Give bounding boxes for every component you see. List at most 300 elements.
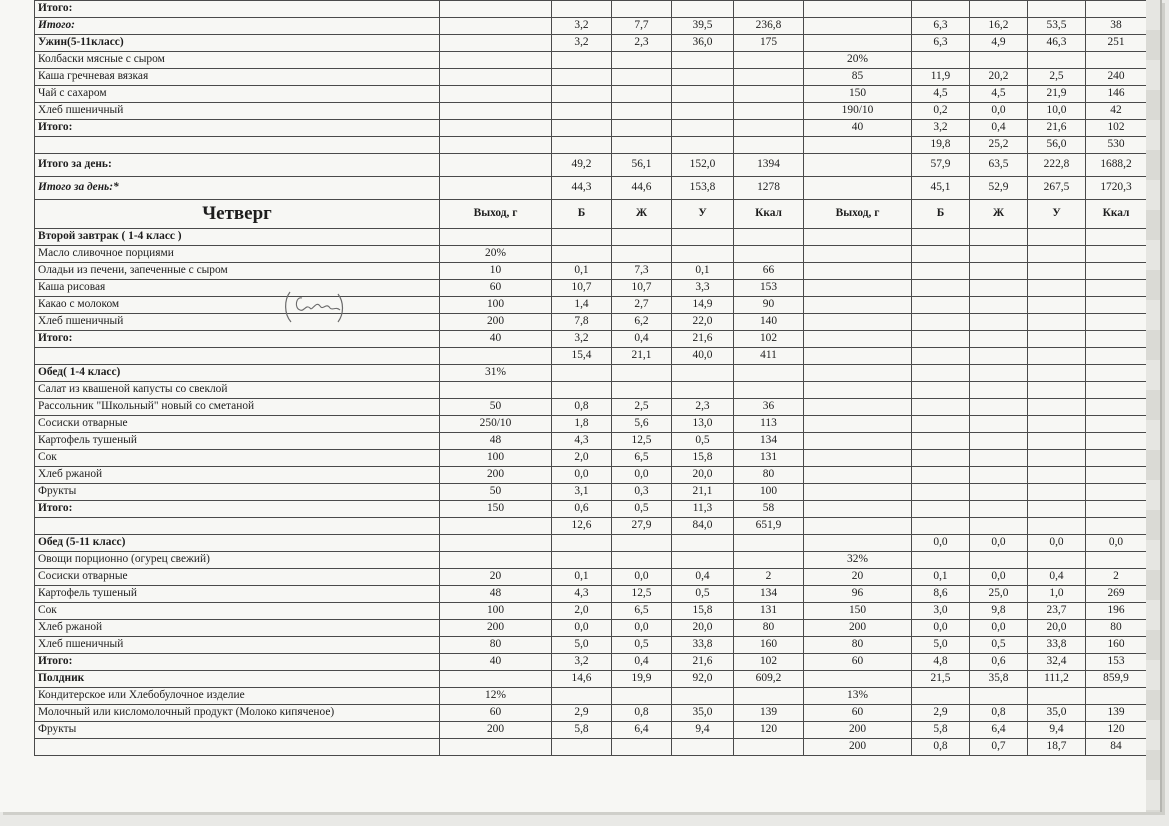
carbs-2-cell: 56,0 [1028,137,1086,154]
table-row [35,382,1147,399]
fat-2-cell [970,416,1028,433]
dish-name-cell: Масло сливочное порциями [35,246,440,263]
kcal-2-cell [1086,552,1147,569]
carbs-1-cell: 21,6 [672,331,734,348]
carbs-2-cell [1028,280,1086,297]
kcal-2-cell [1086,399,1147,416]
protein-1-cell: 2,0 [552,450,612,467]
fat-1-cell [612,382,672,399]
carbs-1-cell [672,688,734,705]
table-row [35,86,1147,103]
output-2-cell [804,518,912,535]
col-header-kcal-2: Ккал [1086,200,1147,229]
output-2-cell [804,1,912,18]
output-2-cell [804,535,912,552]
kcal-2-cell [1086,365,1147,382]
carbs-2-cell: 32,4 [1028,654,1086,671]
output-2-cell [804,416,912,433]
dish-name-cell: Полдник [35,671,440,688]
output-2-cell: 150 [804,86,912,103]
fat-2-cell [970,501,1028,518]
fat-2-cell: 25,2 [970,137,1028,154]
output-1-cell [440,52,552,69]
carbs-1-cell: 92,0 [672,671,734,688]
kcal-1-cell [734,365,804,382]
kcal-1-cell: 90 [734,297,804,314]
protein-1-cell: 2,0 [552,603,612,620]
dish-name-cell: Оладьи из печени, запеченные с сыром [35,263,440,280]
output-1-cell [440,120,552,137]
kcal-2-cell: 80 [1086,620,1147,637]
carbs-1-cell: 35,0 [672,705,734,722]
protein-1-cell [552,103,612,120]
kcal-2-cell: 42 [1086,103,1147,120]
output-1-cell: 20% [440,246,552,263]
output-1-cell [440,739,552,756]
protein-1-cell [552,739,612,756]
fat-2-cell: 0,6 [970,654,1028,671]
fat-1-cell: 10,7 [612,280,672,297]
kcal-2-cell: 196 [1086,603,1147,620]
protein-2-cell [912,399,970,416]
carbs-2-cell: 33,8 [1028,637,1086,654]
fat-2-cell: 35,8 [970,671,1028,688]
dish-name-cell: Молочный или кисломолочный продукт (Молоко кипяченое) [35,705,440,722]
table-row [35,688,1147,705]
kcal-2-cell: 530 [1086,137,1147,154]
dish-name-cell: Хлеб ржаной [35,620,440,637]
protein-1-cell: 0,0 [552,467,612,484]
output-2-cell: 60 [804,654,912,671]
protein-1-cell: 3,2 [552,331,612,348]
kcal-1-cell [734,137,804,154]
output-2-cell [804,280,912,297]
table-row [35,654,1147,671]
output-1-cell: 200 [440,314,552,331]
protein-1-cell: 3,1 [552,484,612,501]
output-2-cell: 200 [804,620,912,637]
dish-name-cell: Салат из квашеной капусты со свеклой [35,382,440,399]
protein-2-cell [912,229,970,246]
kcal-2-cell [1086,229,1147,246]
col-header-fat-1: Ж [612,200,672,229]
protein-2-cell [912,552,970,569]
protein-2-cell [912,433,970,450]
output-1-cell: 10 [440,263,552,280]
table-row [35,348,1147,365]
protein-2-cell: 0,8 [912,739,970,756]
col-header-carbs-1: У [672,200,734,229]
output-2-cell [804,297,912,314]
table-row [35,263,1147,280]
carbs-1-cell [672,365,734,382]
fat-1-cell [612,69,672,86]
dish-name-cell: Итого: [35,120,440,137]
table-row [35,467,1147,484]
fat-2-cell [970,484,1028,501]
kcal-1-cell [734,69,804,86]
fat-2-cell [970,1,1028,18]
carbs-1-cell: 40,0 [672,348,734,365]
carbs-1-cell: 0,4 [672,569,734,586]
kcal-1-cell: 651,9 [734,518,804,535]
output-2-cell [804,501,912,518]
protein-1-cell [552,86,612,103]
output-2-cell [804,348,912,365]
output-2-cell [804,246,912,263]
carbs-2-cell [1028,229,1086,246]
fat-1-cell: 7,7 [612,18,672,35]
output-2-cell [804,263,912,280]
dish-name-cell: Итого: [35,18,440,35]
table-row [35,177,1147,200]
carbs-2-cell [1028,552,1086,569]
output-1-cell [440,86,552,103]
protein-2-cell: 5,8 [912,722,970,739]
protein-2-cell: 57,9 [912,154,970,177]
protein-1-cell: 2,9 [552,705,612,722]
table-row [35,501,1147,518]
day-title: Четверг [35,200,440,229]
protein-1-cell: 12,6 [552,518,612,535]
protein-2-cell: 3,2 [912,120,970,137]
kcal-1-cell: 100 [734,484,804,501]
fat-2-cell: 4,5 [970,86,1028,103]
fat-1-cell: 19,9 [612,671,672,688]
col-header-output-1: Выход, г [440,200,552,229]
table-row [35,603,1147,620]
table-row [35,450,1147,467]
col-header-protein-2: Б [912,200,970,229]
carbs-1-cell: 14,9 [672,297,734,314]
output-2-cell [804,18,912,35]
carbs-1-cell: 13,0 [672,416,734,433]
fat-2-cell: 16,2 [970,18,1028,35]
output-2-cell: 200 [804,739,912,756]
protein-1-cell: 5,8 [552,722,612,739]
kcal-1-cell: 2 [734,569,804,586]
protein-2-cell [912,501,970,518]
fat-2-cell [970,518,1028,535]
protein-2-cell [912,450,970,467]
kcal-2-cell [1086,348,1147,365]
kcal-2-cell [1086,314,1147,331]
kcal-1-cell [734,688,804,705]
carbs-2-cell: 1,0 [1028,586,1086,603]
kcal-2-cell [1086,1,1147,18]
fat-1-cell [612,365,672,382]
kcal-2-cell [1086,501,1147,518]
fat-2-cell: 0,0 [970,620,1028,637]
fat-2-cell: 0,4 [970,120,1028,137]
carbs-1-cell: 0,5 [672,433,734,450]
kcal-1-cell: 36 [734,399,804,416]
protein-2-cell [912,331,970,348]
table-row [35,52,1147,69]
output-1-cell [440,177,552,200]
protein-2-cell: 4,8 [912,654,970,671]
carbs-2-cell: 111,2 [1028,671,1086,688]
carbs-1-cell [672,1,734,18]
table-row [35,18,1147,35]
protein-2-cell [912,484,970,501]
carbs-1-cell: 33,8 [672,637,734,654]
fat-1-cell: 12,5 [612,586,672,603]
output-1-cell [440,229,552,246]
kcal-1-cell [734,535,804,552]
protein-2-cell [912,314,970,331]
carbs-2-cell: 10,0 [1028,103,1086,120]
protein-2-cell: 2,9 [912,705,970,722]
kcal-2-cell: 859,9 [1086,671,1147,688]
carbs-1-cell: 153,8 [672,177,734,200]
protein-1-cell [552,246,612,263]
fat-1-cell: 2,5 [612,399,672,416]
carbs-1-cell: 152,0 [672,154,734,177]
fat-1-cell [612,739,672,756]
table-row [35,365,1147,382]
carbs-2-cell: 21,6 [1028,120,1086,137]
fat-2-cell: 0,8 [970,705,1028,722]
kcal-1-cell: 139 [734,705,804,722]
fat-2-cell [970,467,1028,484]
protein-1-cell: 0,8 [552,399,612,416]
thursday-section [35,229,1147,756]
fat-1-cell [612,120,672,137]
thursday-header-row [35,200,1147,229]
col-header-kcal-1: Ккал [734,200,804,229]
table-row [35,637,1147,654]
kcal-1-cell [734,552,804,569]
output-1-cell: 31% [440,365,552,382]
col-header-protein-1: Б [552,200,612,229]
dish-name-cell: Колбаски мясные с сыром [35,52,440,69]
carbs-1-cell: 21,6 [672,654,734,671]
kcal-2-cell [1086,484,1147,501]
dish-name-cell: Картофель тушеный [35,586,440,603]
protein-1-cell: 14,6 [552,671,612,688]
carbs-2-cell [1028,518,1086,535]
protein-2-cell [912,297,970,314]
kcal-2-cell: 38 [1086,18,1147,35]
output-1-cell: 20 [440,569,552,586]
output-2-cell [804,314,912,331]
protein-1-cell: 5,0 [552,637,612,654]
protein-2-cell [912,348,970,365]
kcal-1-cell: 80 [734,467,804,484]
protein-1-cell [552,552,612,569]
carbs-2-cell [1028,246,1086,263]
upper-section [35,1,1147,200]
output-2-cell: 96 [804,586,912,603]
fat-1-cell: 0,0 [612,620,672,637]
table-row [35,722,1147,739]
fat-1-cell: 0,0 [612,569,672,586]
carbs-1-cell [672,739,734,756]
output-1-cell [440,154,552,177]
kcal-2-cell [1086,52,1147,69]
protein-2-cell: 4,5 [912,86,970,103]
dish-name-cell: Картофель тушеный [35,433,440,450]
table-row [35,739,1147,756]
protein-2-cell [912,688,970,705]
table-row [35,416,1147,433]
dish-name-cell: Хлеб пшеничный [35,103,440,120]
output-1-cell: 200 [440,722,552,739]
fat-2-cell: 0,0 [970,535,1028,552]
table-row [35,297,1147,314]
kcal-2-cell: 251 [1086,35,1147,52]
kcal-2-cell [1086,263,1147,280]
protein-2-cell [912,467,970,484]
carbs-1-cell [672,69,734,86]
fat-2-cell [970,450,1028,467]
output-2-cell: 20 [804,569,912,586]
output-2-cell [804,229,912,246]
dish-name-cell: Сосиски отварные [35,416,440,433]
fat-2-cell: 0,7 [970,739,1028,756]
fat-1-cell [612,552,672,569]
dish-name-cell: Кондитерское или Хлебобулочное изделие [35,688,440,705]
kcal-1-cell: 1278 [734,177,804,200]
kcal-2-cell: 139 [1086,705,1147,722]
kcal-2-cell: 1688,2 [1086,154,1147,177]
protein-2-cell [912,416,970,433]
output-1-cell: 50 [440,399,552,416]
carbs-1-cell: 21,1 [672,484,734,501]
menu-table [34,0,1147,756]
carbs-1-cell: 0,5 [672,586,734,603]
fat-1-cell: 6,4 [612,722,672,739]
output-1-cell: 12% [440,688,552,705]
kcal-2-cell [1086,297,1147,314]
output-1-cell [440,137,552,154]
carbs-1-cell [672,52,734,69]
table-row [35,35,1147,52]
fat-2-cell: 6,4 [970,722,1028,739]
carbs-1-cell [672,103,734,120]
kcal-2-cell [1086,280,1147,297]
kcal-1-cell [734,86,804,103]
protein-2-cell: 6,3 [912,35,970,52]
table-row [35,229,1147,246]
fat-1-cell: 6,5 [612,603,672,620]
fat-2-cell: 0,0 [970,103,1028,120]
col-header-fat-2: Ж [970,200,1028,229]
fat-2-cell: 63,5 [970,154,1028,177]
fat-1-cell: 7,3 [612,263,672,280]
kcal-1-cell: 140 [734,314,804,331]
table-row [35,154,1147,177]
table-row [35,1,1147,18]
dish-name-cell: Итого: [35,331,440,348]
fat-1-cell [612,103,672,120]
kcal-2-cell: 120 [1086,722,1147,739]
carbs-2-cell [1028,365,1086,382]
table-row [35,331,1147,348]
kcal-2-cell: 84 [1086,739,1147,756]
output-2-cell: 40 [804,120,912,137]
protein-2-cell: 0,0 [912,620,970,637]
dish-name-cell [35,137,440,154]
kcal-2-cell [1086,688,1147,705]
fat-2-cell [970,433,1028,450]
carbs-1-cell [672,120,734,137]
protein-2-cell [912,1,970,18]
output-1-cell: 50 [440,484,552,501]
protein-2-cell: 19,8 [912,137,970,154]
output-1-cell: 80 [440,637,552,654]
dish-name-cell: Фрукты [35,484,440,501]
fat-1-cell [612,1,672,18]
protein-1-cell [552,1,612,18]
dish-name-cell: Рассольник "Школьный" новый со сметаной [35,399,440,416]
carbs-1-cell: 20,0 [672,620,734,637]
thursday-header-section [35,200,1147,229]
fat-2-cell [970,552,1028,569]
carbs-2-cell: 222,8 [1028,154,1086,177]
output-2-cell [804,35,912,52]
output-1-cell: 100 [440,297,552,314]
protein-2-cell [912,246,970,263]
output-1-cell [440,348,552,365]
kcal-2-cell: 0,0 [1086,535,1147,552]
kcal-2-cell: 153 [1086,654,1147,671]
fat-1-cell: 27,9 [612,518,672,535]
kcal-1-cell: 160 [734,637,804,654]
carbs-2-cell [1028,52,1086,69]
output-1-cell [440,518,552,535]
fat-2-cell [970,263,1028,280]
carbs-2-cell [1028,348,1086,365]
kcal-2-cell: 160 [1086,637,1147,654]
dish-name-cell [35,739,440,756]
table-row [35,518,1147,535]
table-row [35,620,1147,637]
kcal-1-cell [734,103,804,120]
output-1-cell: 200 [440,620,552,637]
output-1-cell: 60 [440,280,552,297]
protein-2-cell: 11,9 [912,69,970,86]
fat-2-cell: 9,8 [970,603,1028,620]
carbs-2-cell: 21,9 [1028,86,1086,103]
output-1-cell: 150 [440,501,552,518]
carbs-1-cell: 15,8 [672,450,734,467]
kcal-1-cell: 134 [734,433,804,450]
carbs-2-cell: 267,5 [1028,177,1086,200]
kcal-2-cell: 1720,3 [1086,177,1147,200]
protein-1-cell: 15,4 [552,348,612,365]
fat-1-cell [612,229,672,246]
fat-1-cell: 0,5 [612,501,672,518]
fat-2-cell: 4,9 [970,35,1028,52]
dish-name-cell: Итого: [35,501,440,518]
output-2-cell [804,154,912,177]
output-1-cell: 100 [440,450,552,467]
fat-1-cell: 44,6 [612,177,672,200]
dish-name-cell: Второй завтрак ( 1-4 класс ) [35,229,440,246]
fat-2-cell [970,297,1028,314]
output-2-cell [804,177,912,200]
dish-name-cell: Обед (5-11 класс) [35,535,440,552]
carbs-1-cell: 2,3 [672,399,734,416]
output-2-cell [804,433,912,450]
fat-1-cell [612,535,672,552]
fat-1-cell: 0,4 [612,654,672,671]
table-row [35,433,1147,450]
carbs-1-cell [672,535,734,552]
protein-1-cell: 49,2 [552,154,612,177]
